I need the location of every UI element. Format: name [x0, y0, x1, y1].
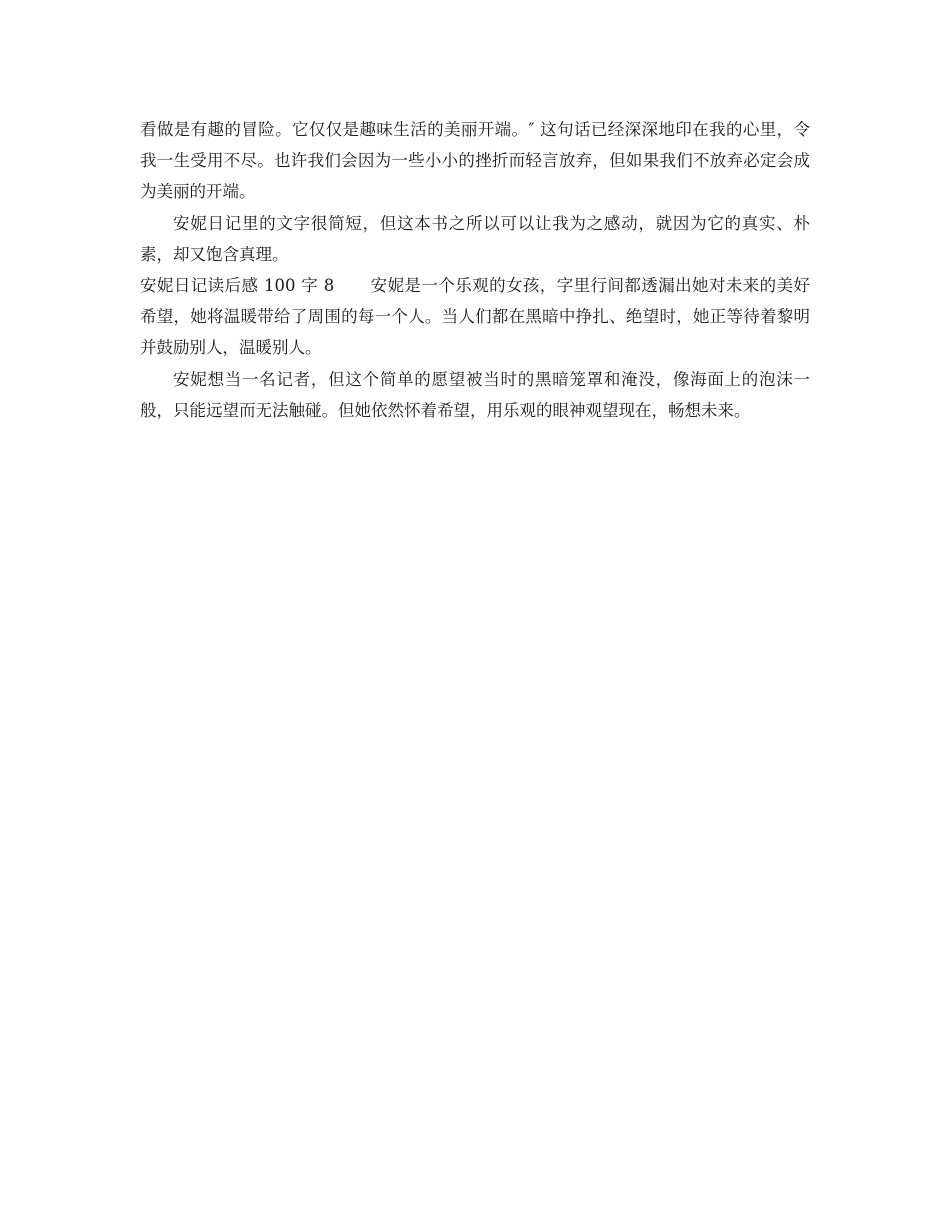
paragraph-3	[140, 270, 810, 364]
paragraph-4	[140, 364, 810, 426]
paragraph-3-text: 安妮是一个乐观的女孩，字里行间都透漏出她对未来的美好希望，她将温暖带给了周围的每一个人。当人们都在黑暗中挣扎、绝望时，她正等待着黎明并鼓励别人，温暖别人。	[140, 276, 810, 358]
paragraph-4-text: 安妮想当一名记者，但这个简单的愿望被当时的黑暗笼罩和淹没，像海面上的泡沫一般，只能远望而无法触碰。但她依然怀着希望，用乐观的眼神观望现在，畅想未来。	[140, 369, 810, 420]
paragraph-1-text: 看做是有趣的冒险。它仅仅是趣味生活的美丽开端。″ 这句话已经深深地印在我的心里，令我一生受用不尽。也许我们会因为一些小小的挫折而轻言放弃，但如果我们不放弃必定会成为美丽的开端。	[140, 120, 810, 202]
paragraph-2	[140, 208, 810, 270]
paragraph-1	[140, 114, 810, 208]
section-heading: 安妮日记读后感 100 字 8	[140, 276, 335, 296]
document-body	[140, 114, 810, 426]
paragraph-2-text: 安妮日记里的文字很简短，但这本书之所以可以让我为之感动，就因为它的真实、朴素，却又饱含真理。	[140, 213, 810, 264]
